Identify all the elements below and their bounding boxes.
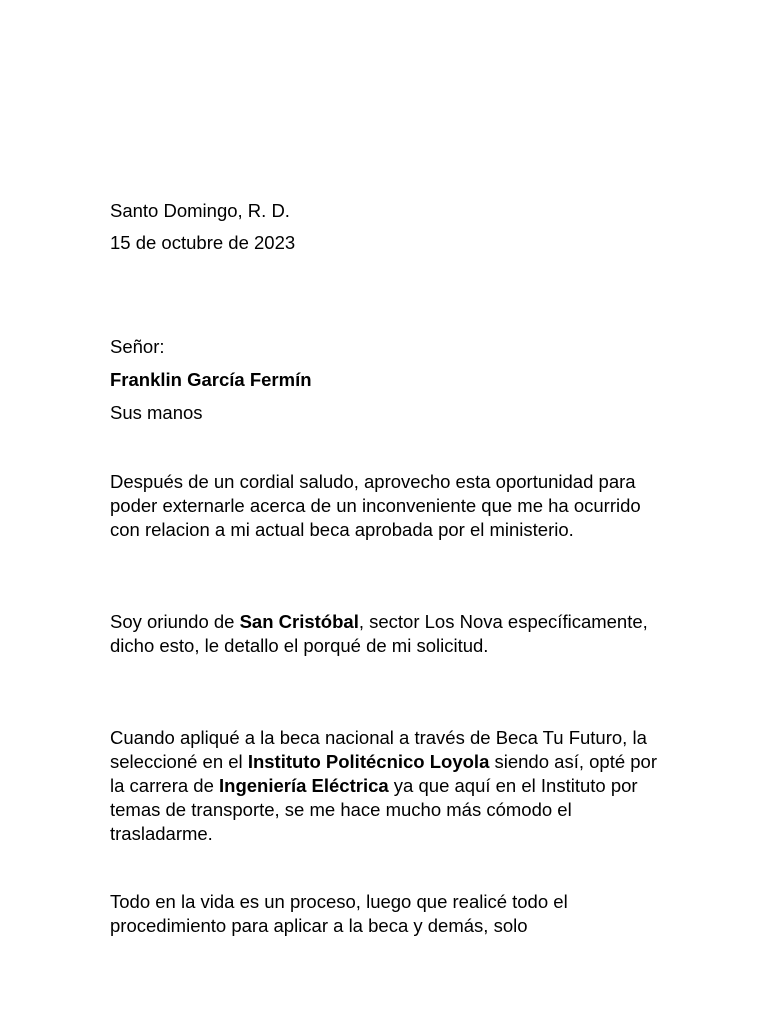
body-paragraph-3 xyxy=(110,726,670,846)
letter-date: 15 de octubre de 2023 xyxy=(110,232,296,253)
body-paragraph-3-text-c: siendo así, opté por la carrera de xyxy=(110,751,657,796)
body-paragraph-2 xyxy=(110,610,670,658)
body-paragraph-4: Todo en la vida es un proceso, luego que realicé todo el procedimiento para aplicar a la beca y demás, solo xyxy=(110,891,568,936)
body-paragraph-3-bold-institute: Instituto Politécnico Loyola xyxy=(247,751,490,772)
body-paragraph-2-text-c: , sector Los Nova específicamente, dicho esto, le detallo el porqué de mi solicitud. xyxy=(110,611,648,656)
body-paragraph-3-text-a: Cuando apliqué a la beca nacional a través de Beca Tu Futuro, la seleccioné en el xyxy=(110,727,647,772)
recipient-closing-line: Sus manos xyxy=(110,402,203,423)
body-paragraph-3-bold-career: Ingeniería Eléctrica xyxy=(219,775,389,796)
body-paragraph-2-text-a: Soy oriundo de xyxy=(110,611,240,632)
body-paragraph-2-bold-place: San Cristóbal xyxy=(239,611,359,632)
body-paragraph-3-text-e: ya que aquí en el Instituto por temas de transporte, se me hace mucho más cómodo el trasladarme. xyxy=(110,775,638,844)
recipient-name: Franklin García Fermín xyxy=(110,369,312,390)
recipient-salutation: Señor: xyxy=(110,336,165,357)
letter-place: Santo Domingo, R. D. xyxy=(110,200,290,221)
body-paragraph-1: Después de un cordial saludo, aprovecho esta oportunidad para poder externarle acerca de un inconveniente que me ha ocurrido con relacion a mi actual beca aprobada por el ministerio. xyxy=(110,471,641,540)
